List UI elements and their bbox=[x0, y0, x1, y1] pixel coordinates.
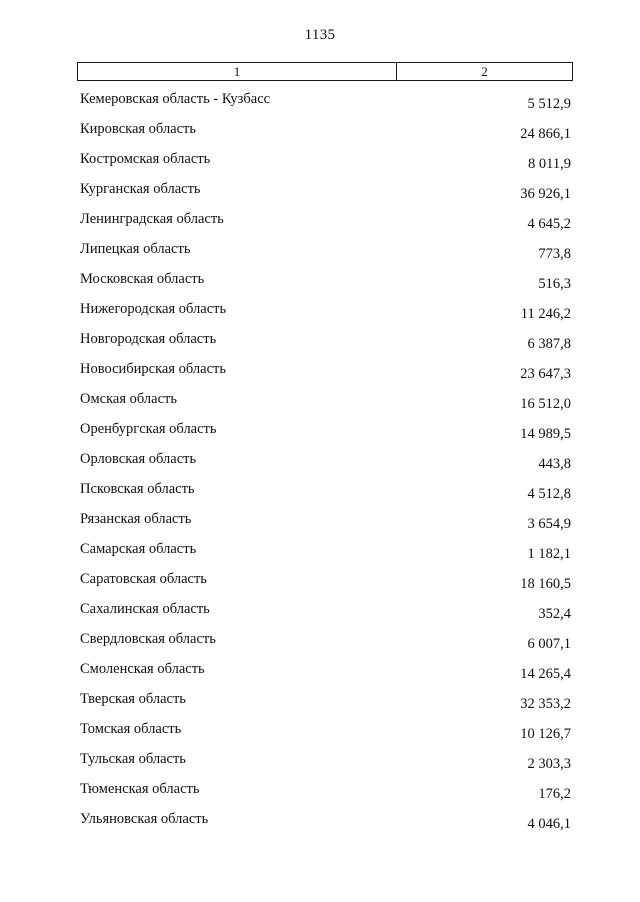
region-value: 176,2 bbox=[538, 785, 571, 802]
region-value: 14 265,4 bbox=[520, 665, 571, 682]
page-number: 1135 bbox=[304, 27, 336, 43]
column-header-2: 2 bbox=[481, 64, 488, 79]
region-name: Свердловская область bbox=[80, 630, 216, 647]
region-value: 4 046,1 bbox=[527, 815, 571, 832]
region-value: 36 926,1 bbox=[520, 185, 571, 202]
table-row bbox=[80, 776, 571, 806]
table-row bbox=[80, 236, 571, 266]
region-name: Тверская область bbox=[80, 690, 186, 707]
region-value: 4 645,2 bbox=[527, 215, 571, 232]
region-value: 773,8 bbox=[538, 245, 571, 262]
region-name: Смоленская область bbox=[80, 660, 205, 677]
table-row bbox=[80, 626, 571, 656]
region-name: Кемеровская область - Кузбасс bbox=[80, 90, 271, 107]
table-row bbox=[80, 476, 571, 506]
region-name: Псковская область bbox=[80, 480, 195, 497]
region-value: 11 246,2 bbox=[520, 305, 571, 322]
column-header-1: 1 bbox=[78, 63, 397, 80]
region-name: Томская область bbox=[80, 720, 182, 737]
table-row bbox=[80, 446, 571, 476]
region-name: Самарская область bbox=[80, 540, 197, 557]
table-row bbox=[80, 536, 571, 566]
table-row bbox=[80, 506, 571, 536]
region-value: 10 126,7 bbox=[520, 725, 571, 742]
table-row bbox=[80, 116, 571, 146]
table-row bbox=[80, 146, 571, 176]
table-header bbox=[77, 62, 573, 81]
region-value: 24 866,1 bbox=[520, 125, 571, 142]
table-row bbox=[80, 716, 571, 746]
table-body bbox=[80, 86, 571, 836]
region-name: Ульяновская область bbox=[80, 810, 209, 827]
region-name: Курганская область bbox=[80, 180, 201, 197]
region-name: Орловская область bbox=[80, 450, 197, 467]
table-row bbox=[80, 656, 571, 686]
region-value: 1 182,1 bbox=[527, 545, 571, 562]
region-name: Московская область bbox=[80, 270, 205, 287]
table-row bbox=[80, 596, 571, 626]
region-name: Оренбургская область bbox=[80, 420, 217, 437]
region-name: Тюменская область bbox=[80, 780, 200, 797]
table-row bbox=[80, 356, 571, 386]
region-value: 8 011,9 bbox=[528, 155, 571, 172]
region-value: 4 512,8 bbox=[527, 485, 571, 502]
table-row bbox=[80, 416, 571, 446]
region-name: Рязанская область bbox=[80, 510, 192, 527]
table-row bbox=[80, 806, 571, 836]
region-value: 6 007,1 bbox=[527, 635, 571, 652]
table-row bbox=[80, 86, 571, 116]
table-row bbox=[80, 176, 571, 206]
region-value: 2 303,3 bbox=[527, 755, 571, 772]
table-row bbox=[80, 266, 571, 296]
region-value: 14 989,5 bbox=[520, 425, 571, 442]
region-value: 32 353,2 bbox=[520, 695, 571, 712]
region-value: 3 654,9 bbox=[527, 515, 571, 532]
region-value: 23 647,3 bbox=[520, 365, 571, 382]
region-value: 5 512,9 bbox=[527, 95, 571, 112]
table-row bbox=[80, 566, 571, 596]
region-name: Кировская область bbox=[80, 120, 197, 137]
table-row bbox=[80, 206, 571, 236]
table-row bbox=[80, 326, 571, 356]
region-name: Сахалинская область bbox=[80, 600, 210, 617]
region-name: Саратовская область bbox=[80, 570, 207, 587]
region-value: 516,3 bbox=[538, 275, 571, 292]
table-row bbox=[80, 386, 571, 416]
region-name: Ленинградская область bbox=[80, 210, 224, 227]
region-name: Новосибирская область bbox=[80, 360, 226, 377]
table-row bbox=[80, 686, 571, 716]
region-name: Тульская область bbox=[80, 750, 186, 767]
region-value: 6 387,8 bbox=[527, 335, 571, 352]
region-value: 352,4 bbox=[538, 605, 571, 622]
region-name: Новгородская область bbox=[80, 330, 217, 347]
region-name: Омская область bbox=[80, 390, 177, 407]
region-value: 443,8 bbox=[538, 455, 571, 472]
table-row bbox=[80, 746, 571, 776]
region-name: Костромская область bbox=[80, 150, 211, 167]
region-value: 18 160,5 bbox=[520, 575, 571, 592]
table-row bbox=[80, 296, 571, 326]
region-name: Нижегородская область bbox=[80, 300, 227, 317]
region-value: 16 512,0 bbox=[520, 395, 571, 412]
region-name: Липецкая область bbox=[80, 240, 191, 257]
